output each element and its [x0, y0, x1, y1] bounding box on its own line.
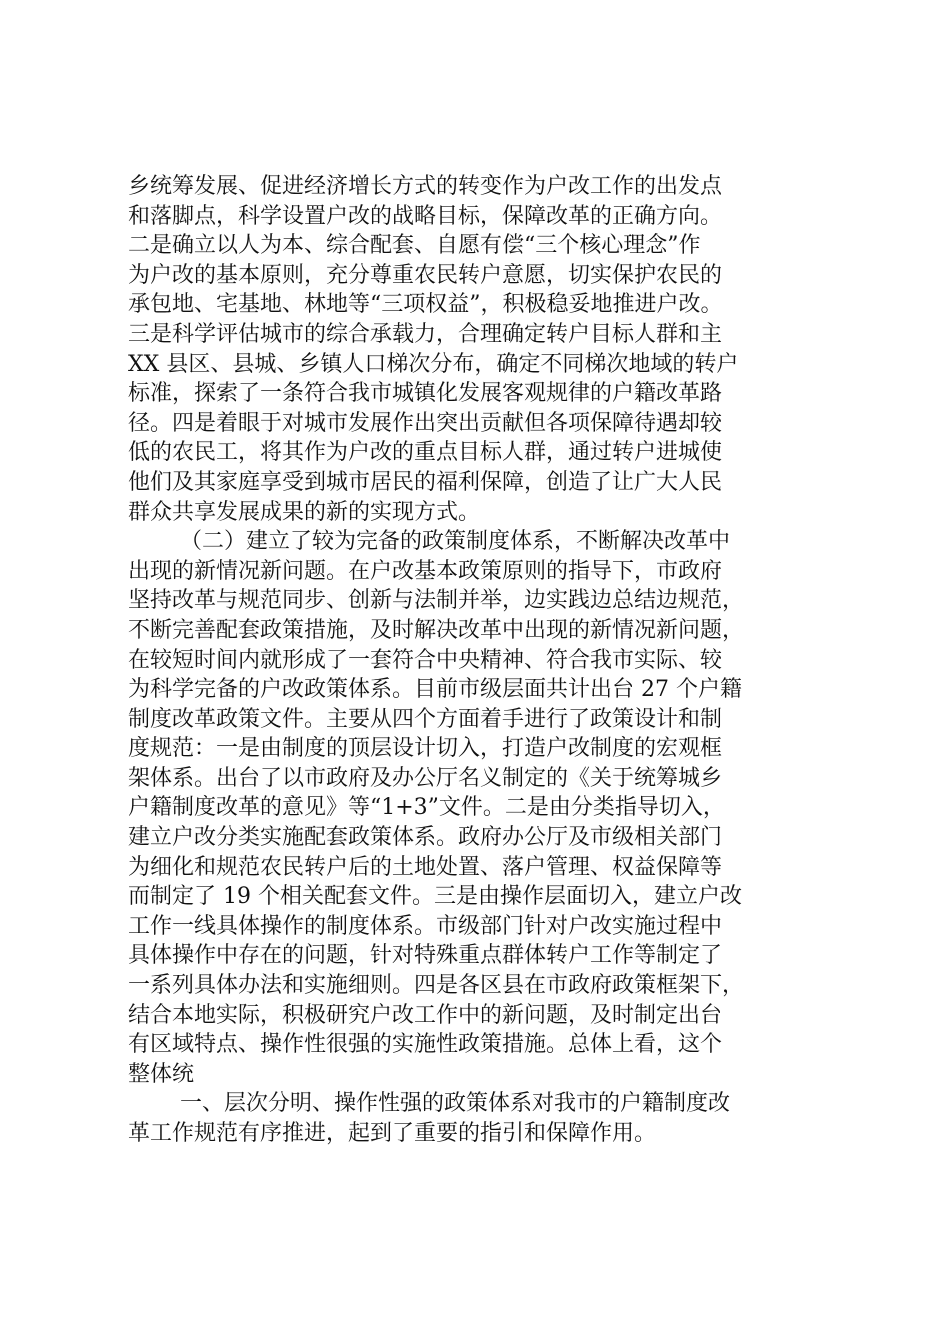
text-line: 他们及其家庭享受到城市居民的福利保障，创造了让广大人民: [128, 469, 723, 495]
text-line: 在较短时间内就形成了一套符合中央精神、符合我市实际、较: [128, 647, 723, 673]
paragraph-1: [128, 172, 868, 527]
text-line: XX 县区、县城、乡镇人口梯次分布，确定不同梯次地域的转户: [128, 351, 739, 377]
text-line: 坚持改革与规范同步、创新与法制并举，边实践边总结边规范，: [128, 588, 745, 614]
text-line: 整体统: [128, 1061, 195, 1087]
document-body: [128, 172, 868, 1149]
text-line: 而制定了 19 个相关配套文件。三是由操作层面切入，建立户改: [128, 884, 742, 910]
text-line-indented: （二）建立了较为完备的政策制度体系，不断解决改革中: [180, 529, 731, 555]
text-line-indented: 一、层次分明、操作性强的政策体系对我市的户籍制度改: [180, 1091, 731, 1117]
text-line: 为细化和规范农民转户后的土地处置、落户管理、权益保障等: [128, 854, 723, 880]
text-line: 革工作规范有序推进，起到了重要的指引和保障作用。: [128, 1121, 657, 1146]
text-line: 度规范：一是由制度的顶层设计切入，打造户改制度的宏观框: [128, 736, 723, 762]
text-line: 具体操作中存在的问题，针对特殊重点群体转户工作等制定了: [128, 943, 723, 969]
text-line: 三是科学评估城市的综合承载力，合理确定转户目标人群和主: [128, 321, 723, 347]
text-line: 和落脚点，科学设置户改的战略目标，保障改革的正确方向。: [128, 203, 723, 229]
text-line: 不断完善配套政策措施，及时解决改革中出现的新情况新问题，: [128, 617, 745, 643]
text-line: 有区域特点、操作性很强的实施性政策措施。总体上看，这个: [128, 1032, 723, 1058]
text-line: 一系列具体办法和实施细则。四是各区县在市政府政策框架下，: [128, 973, 745, 999]
paragraph-3: [128, 1089, 868, 1148]
text-line: 二是确立以人为本、综合配套、自愿有偿“三个核心理念”作: [128, 233, 701, 259]
text-line: 群众共享发展成果的新的实现方式。: [128, 499, 481, 525]
text-line: 出现的新情况新问题。在户改基本政策原则的指导下，市政府: [128, 558, 723, 584]
text-line: 低的农民工，将其作为户改的重点目标人群，通过转户进城使: [128, 440, 723, 466]
text-line: 为户改的基本原则，充分尊重农民转户意愿，切实保护农民的: [128, 262, 723, 288]
text-line: 乡统筹发展、促进经济增长方式的转变作为户改工作的出发点: [128, 174, 723, 199]
text-line: 为科学完备的户改政策体系。目前市级层面共计出台 27 个户籍: [128, 677, 742, 703]
text-line: 架体系。出台了以市政府及办公厅名义制定的《关于统筹城乡: [128, 765, 723, 791]
text-line: 承包地、宅基地、林地等“三项权益”，积极稳妥地推进户改。: [128, 292, 723, 318]
paragraph-2: [128, 527, 868, 1089]
text-line: 建立户改分类实施配套政策体系。政府办公厅及市级相关部门: [128, 825, 723, 851]
text-line: 径。四是着眼于对城市发展作出突出贡献但各项保障待遇却较: [128, 410, 723, 436]
text-line: 户籍制度改革的意见》等“1+3”文件。二是由分类指导切入，: [128, 795, 725, 821]
text-line: 结合本地实际，积极研究户改工作中的新问题，及时制定出台: [128, 1002, 723, 1028]
text-line: 标准，探索了一条符合我市城镇化发展客观规律的户籍改革路: [128, 381, 723, 407]
text-line: 制度改革政策文件。主要从四个方面着手进行了政策设计和制: [128, 706, 723, 732]
text-line: 工作一线具体操作的制度体系。市级部门针对户改实施过程中: [128, 913, 723, 939]
